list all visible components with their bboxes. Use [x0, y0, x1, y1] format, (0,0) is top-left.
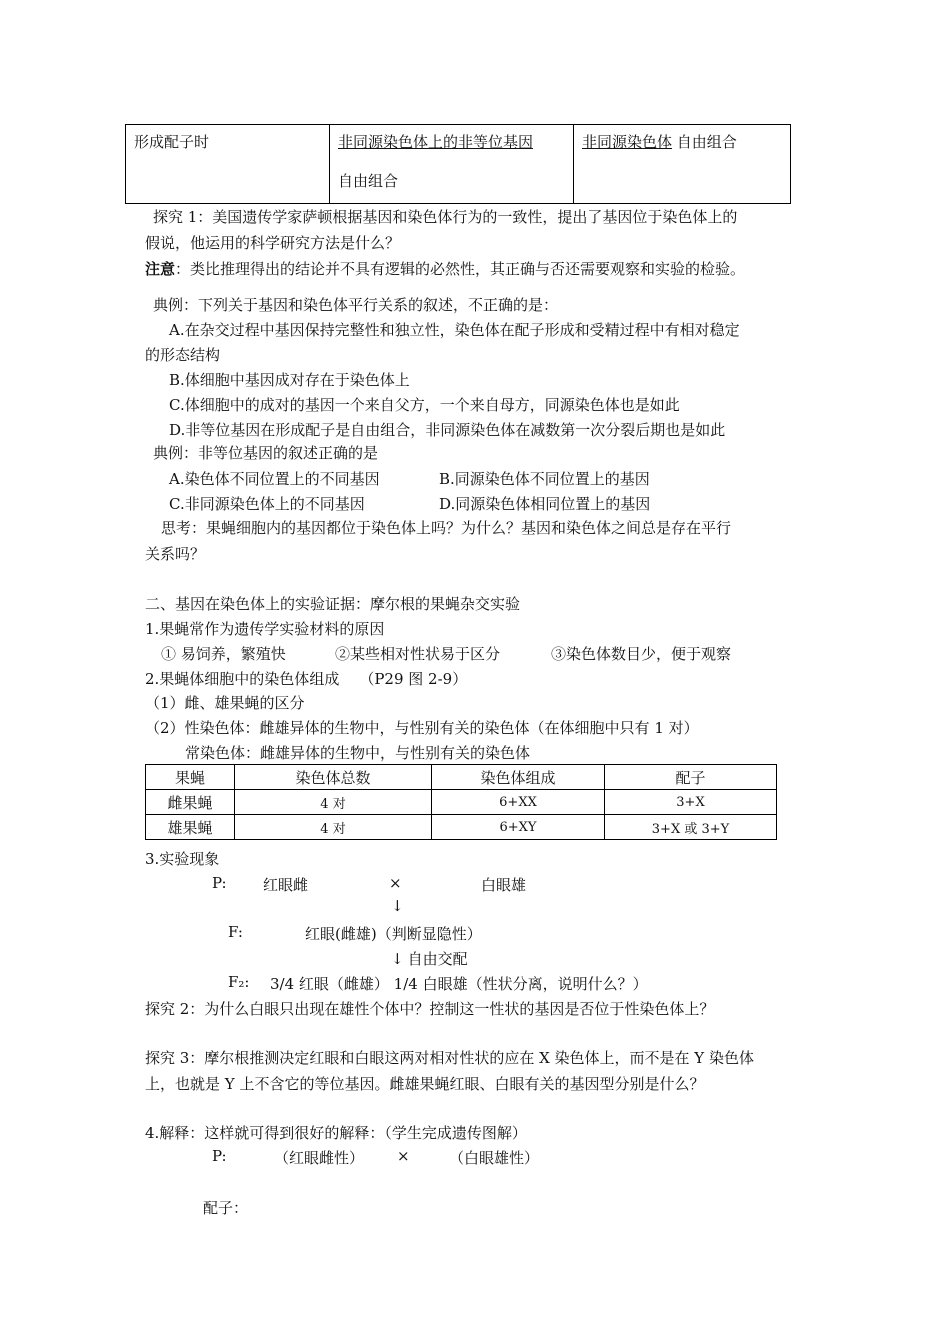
example-1-stem: 典例：下列关于基因和染色体平行关系的叙述，不正确的是： — [153, 296, 559, 314]
inquiry-1-line: 假说，他运用的科学研究方法是什么？ — [145, 234, 401, 252]
inquiry-1-line: 探究 1：美国遗传学家萨顿根据基因和染色体行为的一致性，提出了基因位于染色体上的 — [153, 208, 738, 226]
p-label: P: — [212, 874, 227, 892]
option-a-cont: 的形态结构 — [145, 346, 221, 364]
header-cell: 染色体组成 — [432, 765, 605, 790]
section-heading: 二、基因在染色体上的实验证据：摩尔根的果蝇杂交实验 — [145, 595, 521, 613]
table-cell: 3+X 或 3+Y — [605, 815, 777, 840]
cell-text: 非同源染色体上的非等位基因 — [338, 133, 534, 151]
p-label: P: — [212, 1147, 227, 1165]
inquiry-3-line: 上，也就是 Y 上不含它的等位基因。雌雄果蝇红眼、白眼有关的基因型分别是什么？ — [145, 1075, 705, 1093]
table-cell — [330, 125, 574, 204]
down-arrow — [391, 948, 468, 969]
reason-2: ②某些相对性状易于区分 — [335, 645, 501, 663]
note-line — [145, 258, 745, 279]
option-a: A.在杂交过程中基因保持完整性和独立性，染色体在配子形成和受精过程中有相对稳定 — [169, 321, 740, 339]
gamete-label: 配子： — [203, 1199, 249, 1217]
explain-title: 4.解释：这样就可得到很好的解释：（学生完成遗传图解） — [145, 1124, 527, 1142]
cell-text: 非同源染色体 — [582, 133, 673, 151]
think-line: 思考：果蝇细胞内的基因都位于染色体上吗？为什么？基因和染色体之间总是存在平行 — [161, 519, 732, 537]
p-male: （白眼雄性） — [449, 1149, 540, 1167]
inquiry-3-line: 探究 3：摩尔根推测决定红眼和白眼这两对相对性状的应在 X 染色体上，而不是在 Y 染色体 — [145, 1049, 754, 1067]
table-cell: 6+XY — [432, 815, 605, 840]
option-c: C.非同源染色体上的不同基因 — [169, 495, 365, 513]
cell-text: 自由组合 — [338, 172, 399, 190]
experiment-title: 3.实验现象 — [145, 850, 220, 868]
option-b: B.体细胞中基因成对存在于染色体上 — [169, 371, 410, 389]
option-c: C.体细胞中的成对的基因一个来自父方，一个来自母方，同源染色体也是如此 — [169, 396, 680, 414]
table-cell: 雌果蝇 — [146, 790, 235, 815]
table-cell: 雄果蝇 — [146, 815, 235, 840]
fruit-fly-table — [145, 764, 777, 840]
table-cell: 4 对 — [235, 790, 432, 815]
point-2-ref: （P29 图 2-9） — [359, 670, 468, 688]
option-d: D.非等位基因在形成配子是自由组合，非同源染色体在减数第一次分裂后期也是如此 — [169, 421, 726, 439]
table-cell — [126, 125, 330, 204]
note-label: 注意 — [145, 260, 176, 278]
think-line: 关系吗？ — [145, 545, 206, 563]
cross-symbol: × — [397, 1147, 410, 1165]
table-cell: 6+XX — [432, 790, 605, 815]
down-arrow: ↓ — [391, 897, 404, 915]
table-cell: 3+X — [605, 790, 777, 815]
header-cell: 配子 — [605, 765, 777, 790]
f2-result: 3/4 红眼（雌雄） 1/4 白眼雄（性状分离，说明什么？） — [270, 975, 648, 993]
point-2a: （1）雌、雄果蝇的区分 — [145, 694, 305, 712]
header-cell: 果蝇 — [146, 765, 235, 790]
reason-3: ③染色体数目少，便于观察 — [551, 645, 732, 663]
table-header-row — [146, 765, 777, 790]
table-row — [146, 790, 777, 815]
arrow-caption: 自由交配 — [407, 950, 468, 968]
point-2c: 常染色体：雌雄异体的生物中，与性别有关的染色体 — [185, 744, 531, 762]
option-d: D.同源染色体相同位置上的基因 — [439, 495, 651, 513]
f1-result: 红眼(雌雄)（判断显隐性） — [305, 925, 482, 943]
arrow-icon: ↓ — [391, 950, 404, 968]
option-a: A.染色体不同位置上的不同基因 — [169, 470, 380, 488]
table-row — [146, 815, 777, 840]
note-text: ：类比推理得出的结论并不具有逻辑的必然性，其正确与否还需要观察和实验的检验。 — [175, 260, 746, 278]
cross-symbol: × — [389, 874, 402, 892]
p-male: 白眼雄 — [481, 876, 527, 894]
example-2-stem: 典例：非等位基因的叙述正确的是 — [153, 444, 379, 462]
f2-label: F₂: — [228, 973, 250, 991]
reason-1: ① 易饲养，繁殖快 — [161, 645, 286, 663]
inquiry-2: 探究 2：为什么白眼只出现在雄性个体中？控制这一性状的基因是否位于性染色体上？ — [145, 1000, 715, 1018]
point-2b: （2）性染色体：雌雄异体的生物中，与性别有关的染色体（在体细胞中只有 1 对） — [145, 719, 699, 737]
f1-label: F: — [228, 923, 243, 941]
option-b: B.同源染色体不同位置上的基因 — [439, 470, 650, 488]
table-cell — [574, 125, 791, 204]
point-1: 1.果蝇常作为遗传学实验材料的原因 — [145, 620, 385, 638]
table-cell: 4 对 — [235, 815, 432, 840]
point-2-text: 2.果蝇体细胞中的染色体组成 — [145, 670, 340, 688]
header-cell: 染色体总数 — [235, 765, 432, 790]
p-female: 红眼雌 — [263, 876, 309, 894]
comparison-table — [125, 124, 791, 204]
point-2 — [145, 668, 467, 689]
cell-text: 形成配子时 — [134, 133, 210, 151]
p-female: （红眼雌性） — [274, 1149, 365, 1167]
cell-text: 自由组合 — [672, 133, 737, 151]
table-row — [126, 125, 791, 204]
